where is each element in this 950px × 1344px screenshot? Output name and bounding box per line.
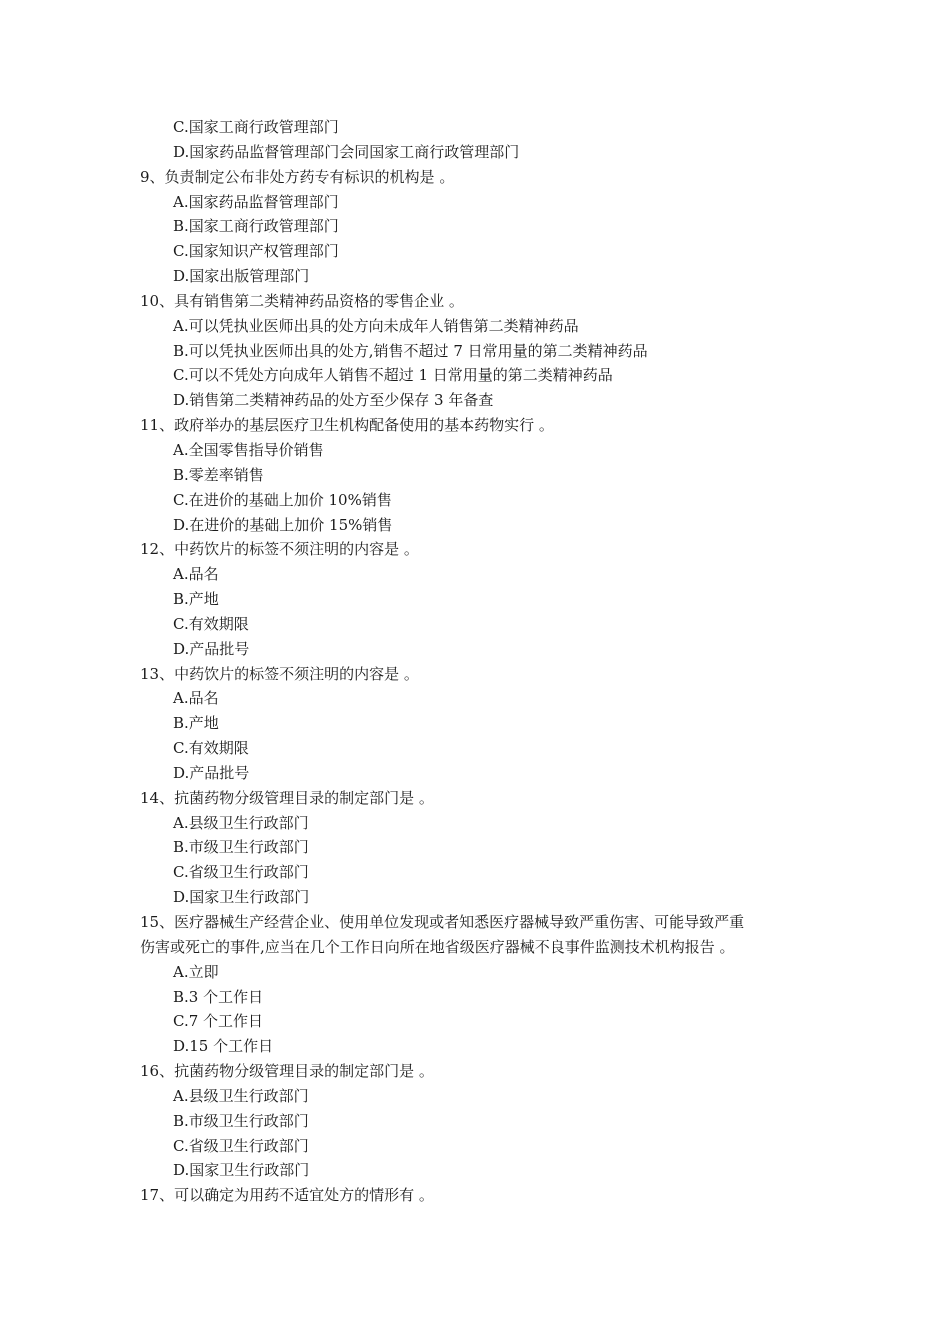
answer-option: B.零差率销售 [173, 465, 264, 484]
answer-option: A.县级卫生行政部门 [173, 813, 309, 832]
answer-option: C.在进价的基础上加价 10%销售 [173, 490, 392, 509]
answer-option: D.产品批号 [173, 763, 250, 782]
answer-option: C.国家知识产权管理部门 [173, 242, 339, 261]
answer-option: A.国家药品监督管理部门 [173, 192, 339, 211]
answer-option: C.国家工商行政管理部门 [173, 118, 339, 136]
question-text: 9、负责制定公布非处方药专有标识的机构是 。 [140, 167, 455, 186]
answer-option: D.国家卫生行政部门 [173, 1161, 310, 1180]
answer-option: C.7 个工作日 [173, 1012, 264, 1031]
answer-option: C.省级卫生行政部门 [173, 1136, 309, 1155]
answer-option: C.省级卫生行政部门 [173, 863, 309, 882]
answer-option: D.产品批号 [173, 639, 250, 658]
answer-option: B.国家工商行政管理部门 [173, 217, 339, 236]
question-text: 14、抗菌药物分级管理目录的制定部门是 。 [140, 788, 434, 807]
answer-option: C.可以不凭处方向成年人销售不超过 1 日常用量的第二类精神药品 [173, 366, 613, 385]
question-text: 伤害或死亡的事件,应当在几个工作日向所在地省级医疗器械不良事件监测技术机构报告 。 [140, 937, 735, 956]
answer-option: B.产地 [173, 590, 219, 609]
answer-option: B.产地 [173, 714, 219, 733]
answer-option: D.国家药品监督管理部门会同国家工商行政管理部门 [173, 142, 520, 161]
answer-option: A.可以凭执业医师出具的处方向未成年人销售第二类精神药品 [173, 316, 579, 335]
answer-option: A.县级卫生行政部门 [173, 1086, 309, 1105]
question-text: 17、可以确定为用药不适宜处方的情形有 。 [140, 1186, 434, 1205]
answer-option: B.3 个工作日 [173, 987, 264, 1006]
answer-option: C.有效期限 [173, 739, 249, 758]
question-text: 10、具有销售第二类精神药品资格的零售企业 。 [140, 291, 464, 310]
answer-option: D.国家卫生行政部门 [173, 888, 310, 907]
answer-option: A.全国零售指导价销售 [173, 440, 324, 459]
question-text: 16、抗菌药物分级管理目录的制定部门是 。 [140, 1062, 434, 1081]
answer-option: B.可以凭执业医师出具的处方,销售不超过 7 日常用量的第二类精神药品 [173, 341, 648, 360]
answer-option: D.15 个工作日 [173, 1037, 274, 1056]
question-text: 11、政府举办的基层医疗卫生机构配备使用的基本药物实行 。 [140, 416, 554, 435]
answer-option: D.销售第二类精神药品的处方至少保存 3 年备查 [173, 391, 494, 410]
answer-option: C.有效期限 [173, 614, 249, 633]
exam-question-list [140, 115, 840, 1208]
question-text: 15、医疗器械生产经营企业、使用单位发现或者知悉医疗器械导致严重伤害、可能导致严重 [140, 913, 745, 931]
answer-option: D.国家出版管理部门 [173, 267, 310, 286]
question-text: 12、中药饮片的标签不须注明的内容是 。 [140, 540, 419, 559]
answer-option: B.市级卫生行政部门 [173, 1111, 309, 1130]
answer-option: A.立即 [173, 962, 219, 981]
answer-option: A.品名 [173, 565, 219, 584]
answer-option: A.品名 [173, 689, 219, 708]
question-text: 13、中药饮片的标签不须注明的内容是 。 [140, 664, 419, 683]
answer-option: D.在进价的基础上加价 15%销售 [173, 515, 393, 534]
answer-option: B.市级卫生行政部门 [173, 838, 309, 857]
